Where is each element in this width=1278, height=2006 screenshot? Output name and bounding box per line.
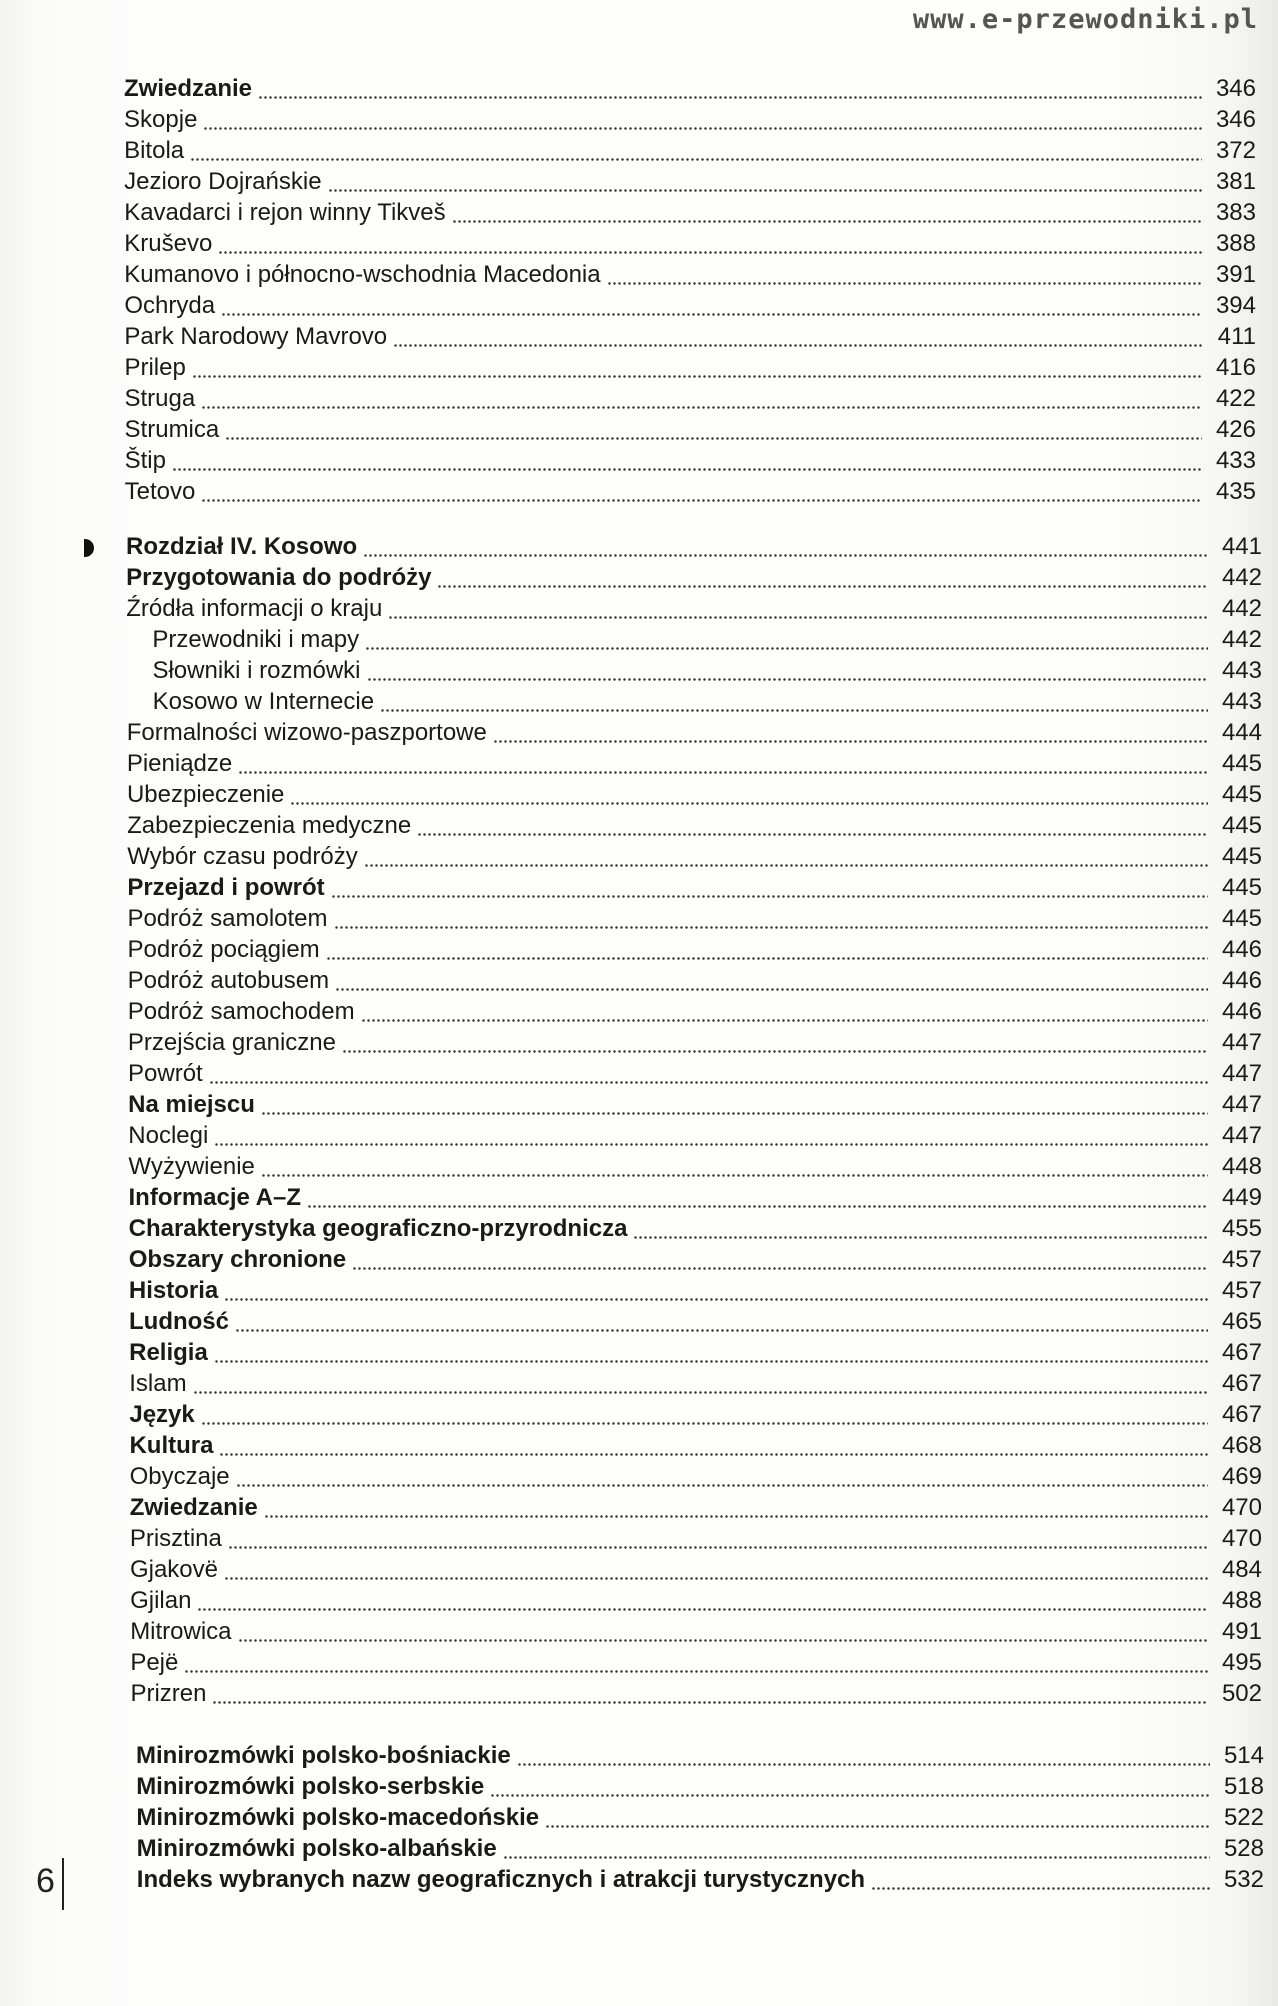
dot-leader (219, 1430, 1208, 1461)
dot-leader (224, 1275, 1208, 1306)
toc-entry[interactable] (0, 414, 1278, 445)
toc-entry[interactable] (0, 1058, 1278, 1089)
dot-leader (172, 445, 1202, 476)
header-url: www.e-przewodniki.pl (912, 4, 1258, 35)
toc-entry[interactable] (0, 197, 1278, 228)
toc-entry-title: Prisztina (129, 1525, 222, 1552)
dot-leader (197, 1585, 1208, 1616)
dot-leader (221, 290, 1202, 321)
dot-leader (225, 414, 1202, 445)
dot-leader (417, 810, 1208, 841)
toc-entry-title: Jezioro Dojrańskie (124, 168, 322, 195)
toc-entry[interactable] (0, 934, 1278, 965)
toc-entry-title: Powrót (128, 1060, 203, 1087)
toc-entry-page: 441 (1221, 533, 1262, 560)
toc-entry-title: Park Narodowy Mavrovo (124, 323, 388, 350)
toc-entry-title: Kumanovo i północno-wschodnia Macedonia (124, 261, 601, 288)
toc-entry-title: Gjakovë (129, 1556, 218, 1583)
toc-entry[interactable] (0, 1616, 1278, 1647)
dot-leader (335, 965, 1208, 996)
toc-entry[interactable] (0, 779, 1278, 810)
toc-entry[interactable] (0, 1678, 1278, 1709)
toc-entry-page: 381 (1215, 168, 1256, 195)
toc-entry[interactable] (0, 872, 1278, 903)
toc-entry-page: 443 (1221, 688, 1262, 715)
spacer (0, 507, 1278, 531)
dot-leader (218, 228, 1202, 259)
toc-entry-title: Źródła informacji o kraju (126, 595, 383, 622)
toc-entry-page: 495 (1221, 1649, 1262, 1676)
toc-entry-page: 372 (1215, 137, 1256, 164)
toc-entry[interactable] (0, 1771, 1278, 1802)
toc-entry[interactable] (0, 1802, 1278, 1833)
toc-entry-title: Kruševo (124, 230, 213, 257)
toc-entry[interactable] (0, 1089, 1278, 1120)
toc-section-macedonia (0, 73, 1278, 507)
toc-entry-title: Rozdział IV. Kosowo (126, 533, 358, 560)
dot-leader (238, 748, 1208, 779)
toc-entry-title: Minirozmówki polsko-bośniackie (136, 1742, 511, 1769)
toc-entry-title: Podróż autobusem (127, 967, 330, 994)
toc-entry[interactable] (0, 104, 1278, 135)
toc-entry-page: 433 (1215, 447, 1256, 474)
toc-entry-title: Historia (128, 1277, 219, 1304)
toc-entry-title: Zabezpieczenia medyczne (127, 812, 412, 839)
toc-entry-page: 465 (1221, 1308, 1262, 1335)
toc-entry-title: Zwiedzanie (124, 75, 253, 102)
dot-leader (437, 562, 1208, 593)
toc-entry-page: 411 (1217, 323, 1256, 350)
toc-entry[interactable] (0, 166, 1278, 197)
dot-leader (192, 352, 1202, 383)
toc-entry-page: 484 (1221, 1556, 1262, 1583)
toc-entry[interactable] (0, 717, 1278, 748)
dot-leader (264, 1492, 1208, 1523)
dot-leader (224, 1554, 1208, 1585)
toc-entry-title: Ludność (129, 1308, 229, 1335)
dot-leader (363, 531, 1208, 562)
dot-leader (545, 1802, 1210, 1833)
page-number-rule (62, 1858, 64, 1910)
dot-leader (201, 476, 1202, 507)
toc-entry[interactable] (0, 1554, 1278, 1585)
toc-entry[interactable] (0, 290, 1278, 321)
toc-entry-page: 346 (1215, 75, 1256, 102)
toc-entry[interactable] (0, 135, 1278, 166)
toc-entry[interactable] (0, 445, 1278, 476)
toc-entry[interactable] (0, 624, 1278, 655)
toc-entry[interactable] (0, 1337, 1278, 1368)
toc-entry-title: Kavadarci i rejon winny Tikveš (124, 199, 446, 226)
toc-entry-title: Prizren (130, 1680, 207, 1707)
toc-entry-page: 469 (1221, 1463, 1262, 1490)
toc-entry[interactable] (0, 1151, 1278, 1182)
toc-entry[interactable] (0, 562, 1278, 593)
dot-leader (871, 1864, 1210, 1895)
toc-entry-title: Obyczaje (129, 1463, 230, 1490)
dot-leader (364, 841, 1208, 872)
toc-entry-title: Podróż pociągiem (127, 936, 320, 963)
toc-entry[interactable] (0, 1492, 1278, 1523)
toc-entry-page: 447 (1221, 1091, 1262, 1118)
dot-leader (352, 1244, 1208, 1275)
toc-entry-page: 457 (1221, 1277, 1262, 1304)
toc-entry[interactable] (0, 903, 1278, 934)
toc-entry-page: 442 (1221, 595, 1262, 622)
dot-leader (328, 166, 1202, 197)
toc-entry-title: Gjilan (130, 1587, 192, 1614)
dot-leader (190, 135, 1202, 166)
toc-entry[interactable] (0, 1027, 1278, 1058)
dot-leader (388, 593, 1208, 624)
toc-entry-page: 491 (1221, 1618, 1262, 1645)
toc-entry-title: Kultura (129, 1432, 214, 1459)
toc-entry-title: Indeks wybranych nazw geograficznych i atrakcji turystycznych (136, 1866, 866, 1893)
toc-entry-page: 445 (1221, 812, 1262, 839)
toc-entry[interactable] (0, 1461, 1278, 1492)
toc-entry-title: Pejë (130, 1649, 179, 1676)
toc-entry-title: Obszary chronione (128, 1246, 347, 1273)
dot-leader (228, 1523, 1208, 1554)
dot-leader (261, 1151, 1208, 1182)
dot-leader (503, 1833, 1210, 1864)
toc-section-kosovo (0, 531, 1278, 1709)
toc-entry[interactable] (0, 352, 1278, 383)
toc-entry-title: Ochryda (124, 292, 216, 319)
toc-entry-page: 447 (1221, 1122, 1262, 1149)
toc-entry-title: Religia (129, 1339, 208, 1366)
toc-entry-page: 445 (1221, 781, 1262, 808)
dot-leader (361, 996, 1208, 1027)
dot-leader (203, 104, 1202, 135)
toc-entry-title: Przewodniki i mapy (152, 626, 360, 653)
toc-entry-page: 488 (1221, 1587, 1262, 1614)
toc-entry-page: 442 (1221, 564, 1262, 591)
toc-entry-page: 444 (1221, 719, 1262, 746)
toc-entry-page: 448 (1221, 1153, 1262, 1180)
toc-entry-page: 388 (1215, 230, 1256, 257)
dot-leader (212, 1678, 1208, 1709)
toc-entry-title: Przygotowania do podróży (126, 564, 432, 591)
toc-entry[interactable] (0, 1864, 1278, 1895)
toc-entry[interactable] (0, 1368, 1278, 1399)
toc-entry-page: 447 (1221, 1029, 1262, 1056)
table-of-contents (0, 73, 1278, 1895)
dot-leader (326, 934, 1208, 965)
toc-entry-page: 443 (1221, 657, 1262, 684)
spacer (0, 1709, 1278, 1740)
toc-entry-title: Mitrowica (130, 1618, 232, 1645)
dot-leader (290, 779, 1208, 810)
toc-entry[interactable] (0, 1430, 1278, 1461)
toc-entry-title: Zwiedzanie (129, 1494, 258, 1521)
toc-entry[interactable] (0, 655, 1278, 686)
dot-leader (331, 872, 1208, 903)
dot-leader (490, 1771, 1210, 1802)
toc-entry[interactable] (0, 1740, 1278, 1771)
toc-entry-title: Formalności wizowo-paszportowe (126, 719, 487, 746)
toc-entry[interactable] (0, 73, 1278, 104)
toc-entry[interactable] (0, 1523, 1278, 1554)
toc-entry-page: 518 (1223, 1773, 1264, 1800)
toc-entry-page: 445 (1221, 843, 1262, 870)
toc-entry-title: Informacje A–Z (128, 1184, 302, 1211)
dot-leader (209, 1058, 1208, 1089)
toc-entry-title: Tetovo (124, 478, 196, 505)
dot-leader (261, 1089, 1208, 1120)
toc-entry-title: Język (129, 1401, 195, 1428)
toc-entry-title: Skopje (124, 106, 198, 133)
toc-entry[interactable] (0, 321, 1278, 352)
dot-leader (342, 1027, 1208, 1058)
toc-entry-title: Minirozmówki polsko-albańskie (136, 1835, 497, 1862)
toc-entry-page: 446 (1221, 998, 1262, 1025)
dot-leader (365, 624, 1208, 655)
toc-entry-title: Islam (129, 1370, 187, 1397)
dot-leader (452, 197, 1202, 228)
toc-entry[interactable] (0, 1244, 1278, 1275)
toc-entry-page: 446 (1221, 967, 1262, 994)
toc-entry-page: 447 (1221, 1060, 1262, 1087)
toc-entry-page: 391 (1215, 261, 1256, 288)
toc-entry-page: 528 (1223, 1835, 1264, 1862)
toc-entry-title: Charakterystyka geograficzno-przyrodnicza (128, 1215, 628, 1242)
toc-entry-page: 470 (1221, 1494, 1262, 1521)
toc-entry-title: Na miejscu (128, 1091, 255, 1118)
toc-entry[interactable] (0, 1120, 1278, 1151)
toc-entry[interactable] (0, 383, 1278, 414)
dot-leader (334, 903, 1208, 934)
toc-entry-title: Prilep (124, 354, 186, 381)
toc-entry[interactable] (0, 1399, 1278, 1430)
toc-entry-page: 394 (1215, 292, 1256, 319)
dot-leader (517, 1740, 1210, 1771)
toc-entry-title: Wyżywienie (128, 1153, 255, 1180)
toc-entry[interactable] (0, 748, 1278, 779)
toc-entry-title: Struga (124, 385, 196, 412)
toc-entry-page: 426 (1215, 416, 1256, 443)
dot-leader (184, 1647, 1208, 1678)
toc-entry-page: 422 (1215, 385, 1256, 412)
toc-entry-page: 457 (1221, 1246, 1262, 1273)
toc-entry-title: Przejścia graniczne (127, 1029, 336, 1056)
toc-entry-page: 514 (1223, 1742, 1264, 1769)
toc-entry-page: 445 (1221, 874, 1262, 901)
toc-entry[interactable] (0, 593, 1278, 624)
toc-entry-title: Štip (124, 447, 166, 474)
toc-section-appendix (0, 1740, 1278, 1895)
toc-entry-page: 445 (1221, 905, 1262, 932)
toc-entry-title: Minirozmówki polsko-macedońskie (136, 1804, 540, 1831)
toc-entry-page: 532 (1223, 1866, 1264, 1893)
toc-entry-page: 445 (1221, 750, 1262, 777)
toc-entry-page: 468 (1221, 1432, 1262, 1459)
toc-entry-page: 416 (1215, 354, 1256, 381)
dot-leader (236, 1461, 1208, 1492)
toc-entry[interactable] (0, 1275, 1278, 1306)
toc-entry-title: Strumica (124, 416, 220, 443)
dot-leader (193, 1368, 1208, 1399)
dot-leader (393, 321, 1202, 352)
toc-entry[interactable] (0, 965, 1278, 996)
toc-entry[interactable] (0, 476, 1278, 507)
toc-entry[interactable] (0, 686, 1278, 717)
dot-leader (258, 73, 1202, 104)
toc-entry-page: 502 (1221, 1680, 1262, 1707)
toc-entry[interactable] (0, 1647, 1278, 1678)
toc-entry[interactable] (0, 996, 1278, 1027)
toc-entry-title: Przejazd i powrót (127, 874, 325, 901)
toc-entry[interactable] (0, 810, 1278, 841)
toc-entry[interactable] (0, 228, 1278, 259)
toc-entry[interactable] (0, 259, 1278, 290)
toc-entry-page: 467 (1221, 1339, 1262, 1366)
dot-leader (201, 383, 1202, 414)
toc-entry[interactable] (0, 1585, 1278, 1616)
dot-leader (307, 1182, 1208, 1213)
toc-entry-page: 522 (1223, 1804, 1264, 1831)
toc-entry-title: Ubezpieczenie (126, 781, 285, 808)
dot-leader (238, 1616, 1208, 1647)
toc-entry-page: 455 (1221, 1215, 1262, 1242)
dot-leader (607, 259, 1202, 290)
toc-entry-title: Podróż samolotem (127, 905, 328, 932)
toc-entry[interactable] (0, 531, 1278, 562)
dot-leader (493, 717, 1208, 748)
toc-entry-title: Kosowo w Internecie (152, 688, 375, 715)
toc-entry-page: 467 (1221, 1370, 1262, 1397)
toc-entry-title: Pieniądze (126, 750, 233, 777)
toc-entry[interactable] (0, 841, 1278, 872)
toc-entry-title: Bitola (124, 137, 185, 164)
toc-entry-title: Minirozmówki polsko-serbskie (136, 1773, 485, 1800)
toc-entry-page: 467 (1221, 1401, 1262, 1428)
toc-entry-title: Wybór czasu podróży (127, 843, 358, 870)
toc-entry-page: 383 (1215, 199, 1256, 226)
dot-leader (214, 1120, 1208, 1151)
toc-entry-page: 435 (1215, 478, 1256, 505)
dot-leader (201, 1399, 1208, 1430)
dot-leader (214, 1337, 1208, 1368)
dot-leader (367, 655, 1208, 686)
toc-entry[interactable] (0, 1833, 1278, 1864)
toc-entry-title: Noclegi (128, 1122, 209, 1149)
chapter-bullet-icon (84, 539, 94, 557)
toc-entry[interactable] (0, 1306, 1278, 1337)
dot-leader (380, 686, 1208, 717)
page-number: 6 (36, 1862, 55, 1900)
toc-entry-page: 470 (1221, 1525, 1262, 1552)
toc-entry[interactable] (0, 1213, 1278, 1244)
toc-entry-page: 442 (1221, 626, 1262, 653)
toc-entry-title: Słowniki i rozmówki (152, 657, 361, 684)
toc-entry-title: Podróż samochodem (127, 998, 355, 1025)
dot-leader (633, 1213, 1208, 1244)
toc-entry[interactable] (0, 1182, 1278, 1213)
toc-entry-page: 346 (1215, 106, 1256, 133)
toc-entry-page: 449 (1221, 1184, 1262, 1211)
dot-leader (235, 1306, 1208, 1337)
toc-entry-page: 446 (1221, 936, 1262, 963)
